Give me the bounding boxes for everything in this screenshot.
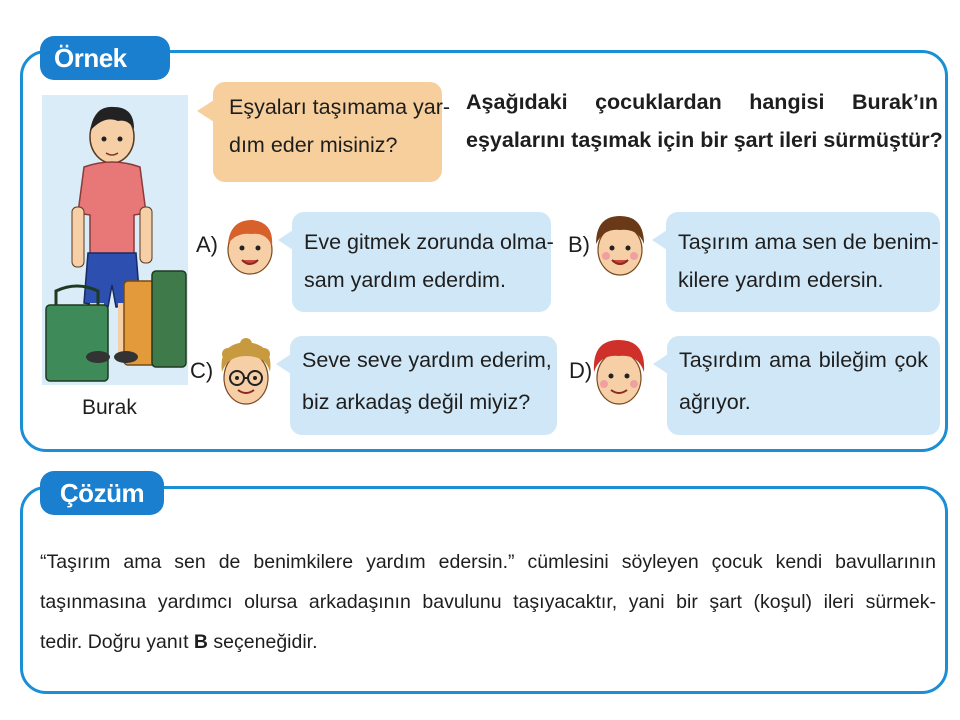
option-c-line-2: biz arkadaş değil miyiz? <box>302 390 531 414</box>
example-tag: Örnek <box>40 36 170 80</box>
option-c-line-1: Seve seve yardım ederim, <box>302 348 552 372</box>
solution-line-3 <box>40 625 936 659</box>
option-b-letter: B) <box>568 232 590 257</box>
option-b-line-2: kilere yardım edersin. <box>678 268 884 292</box>
solution-line-2: taşınmasına yardımcı olursa arkadaşının bavulunu taşıyacaktır, yani bir şart (koşul) ileri sürmek- <box>40 591 936 613</box>
solution-line-3-post: seçeneğidir. <box>208 631 318 653</box>
question-line-1: Aşağıdaki çocuklardan hangisi Burak’ın <box>466 90 938 114</box>
solution-tag: Çözüm <box>40 471 164 515</box>
boy-with-suitcases-image <box>42 95 188 385</box>
boy-face-icon-c <box>216 334 276 419</box>
option-b-line-1: Taşırım ama sen de benim- <box>678 230 939 254</box>
option-a-letter: A) <box>196 232 218 257</box>
question-line-2: eşyalarını taşımak için bir şart ileri sürmüştür? <box>466 128 943 152</box>
option-b-bubble[interactable] <box>666 212 940 312</box>
boy-face-icon-a <box>222 212 278 283</box>
option-d-letter: D) <box>569 358 593 383</box>
option-d-line-1: Taşırdım ama bileğim çok <box>679 348 928 372</box>
solution-line-1: “Taşırım ama sen de benimkilere yardım edersin.” cümlesini söyleyen çocuk kendi bavullarının <box>40 551 936 573</box>
option-c-bubble[interactable] <box>290 336 557 435</box>
speech-line-2: dım eder misiniz? <box>229 133 398 157</box>
burak-illustration <box>42 95 188 385</box>
burak-speech-bubble <box>213 82 451 182</box>
option-a-line-1: Eve gitmek zorunda olma- <box>304 230 554 254</box>
boy-face-icon-d <box>590 334 648 417</box>
solution-text <box>40 545 936 659</box>
option-d-bubble[interactable] <box>667 336 940 435</box>
option-a-bubble[interactable] <box>292 212 554 312</box>
question-text <box>466 85 943 157</box>
option-a-line-2: sam yardım ederdim. <box>304 268 506 292</box>
correct-answer-letter: B <box>193 631 209 653</box>
solution-line-3-pre: tedir. Doğru yanıt <box>40 631 194 653</box>
character-name: Burak <box>82 396 137 419</box>
option-d-line-2: ağrıyor. <box>679 390 751 414</box>
boy-face-icon-b <box>592 210 648 285</box>
option-c-letter: C) <box>190 358 214 383</box>
speech-line-1: Eşyaları taşımama yar- <box>229 95 451 119</box>
